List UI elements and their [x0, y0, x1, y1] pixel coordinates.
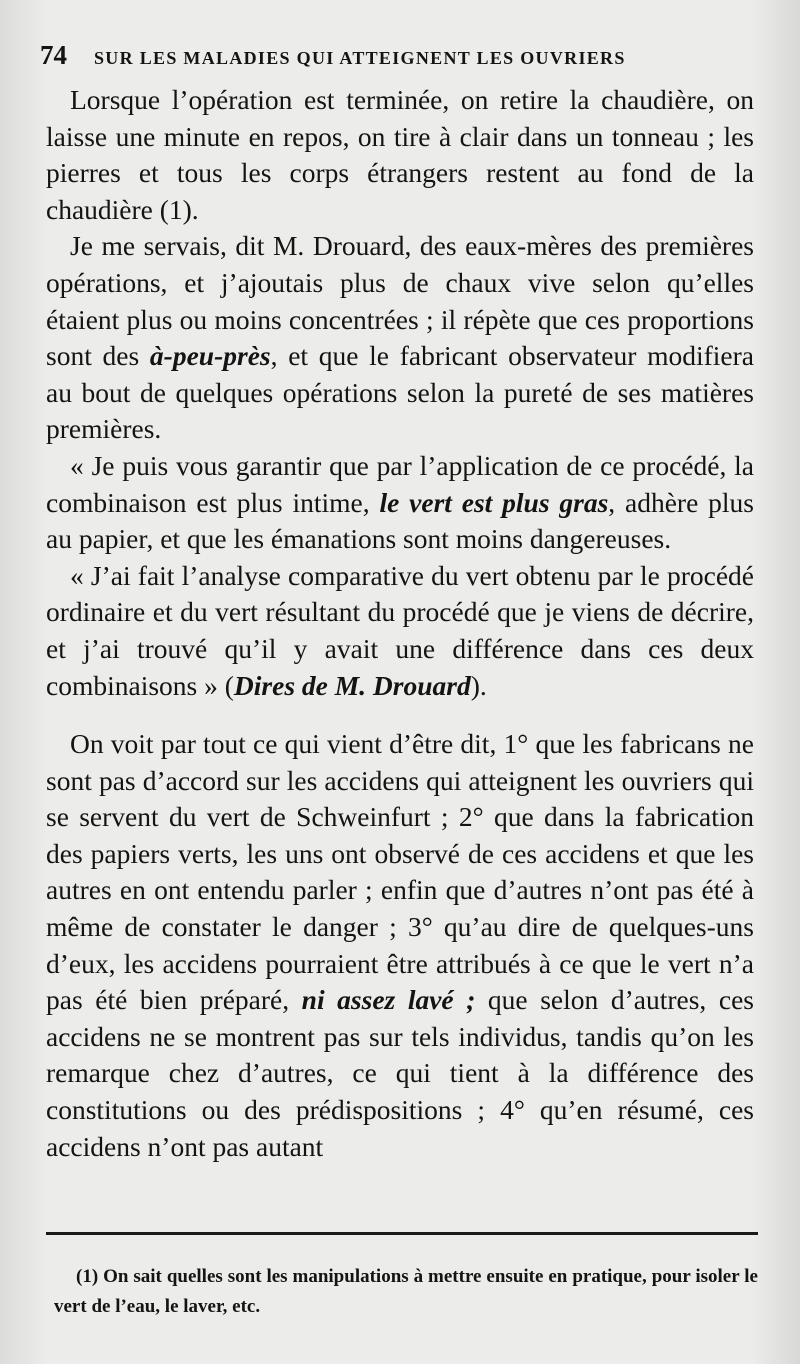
paragraph-2-text-a: Je me servais, dit M. Drouard, des eaux-mères des premières opérations, et j’ajoutais plus de chaux vive selon qu’elles étaient plus ou moins concentrées ; il répète que ces proportions sont des	[46, 230, 754, 372]
paragraph-2	[46, 228, 754, 448]
footnote	[54, 1262, 758, 1322]
paragraph-4-text-a: « J’ai fait l’analyse comparative du vert obtenu par le procédé ordinaire et du vert résultant du procédé que je viens de décrire, et j’ai trouvé qu’il y avait une différence dans ces deux combinaisons » (	[46, 559, 754, 701]
footnote-text: (1) On sait quelles sont les manipulations à mettre ensuite en pratique, pour isoler le vert de l’eau, le laver, etc.	[54, 1266, 758, 1317]
paragraph-1-text: Lorsque l’opération est terminée, on retire la chaudière, on laisse une minute en repos, on tire à clair dans un tonneau ; les pierres et tous les corps étrangers restent au fond de la chaudière (1).	[46, 84, 754, 225]
paragraph-5-text-a: On voit par tout ce qui vient d’être dit, 1° que les fabricans ne sont pas d’accord sur les accidens qui atteignent les ouvriers qui se servent du vert de Schweinfurt ; 2° que dans la fabrication des papiers verts, les uns ont observé de ces accidens et que les autres en ont entendu parler ; enfin que d’autres n’ont pas été à même de constater le danger ; 3° qu’au dire de quelques-uns d’eux, les accidens pourraient être attribués à ce que le vert n’a pas été bien préparé,	[46, 728, 754, 1016]
running-head	[40, 40, 760, 76]
paragraph-3-text-a: « Je puis vous garantir que par l’application de ce procédé, la combinaison est plus intime,	[46, 449, 754, 518]
page-number: 74	[40, 40, 67, 70]
paragraph-5-text-b: que selon d’autres, ces accidens ne se montrent pas sur tels individus, tandis qu’on les remarque chez d’autres, ce qui tient à la différence des constitutions ou des prédispositions ; 4° qu’en résumé, ces accidens n’ont pas autant	[46, 984, 754, 1162]
paragraph-3-italic: le vert est plus gras	[379, 486, 609, 518]
paragraph-3-text-b: , adhère plus au papier, et que les émanations sont moins dangereuses.	[46, 486, 754, 555]
paragraph-3	[46, 448, 754, 558]
body-text	[46, 82, 754, 1165]
running-title: SUR LES MALADIES QUI ATTEIGNENT LES OUVRIERS	[94, 48, 626, 68]
paragraph-4-text-b: ).	[470, 669, 487, 701]
paragraph-2-italic: à-peu-près	[149, 340, 271, 372]
paragraph-1	[46, 82, 754, 228]
paragraph-4-italic: Dires de M. Drouard	[233, 669, 471, 701]
paragraph-5	[46, 726, 754, 1165]
paragraph-4	[46, 558, 754, 704]
paragraph-2-text-b: , et que le fabricant observateur modifiera au bout de quelques opérations selon la pureté de ses matières premières.	[46, 340, 754, 445]
paragraph-5-italic: ni assez lavé ;	[301, 984, 476, 1016]
footnote-divider	[46, 1232, 758, 1235]
